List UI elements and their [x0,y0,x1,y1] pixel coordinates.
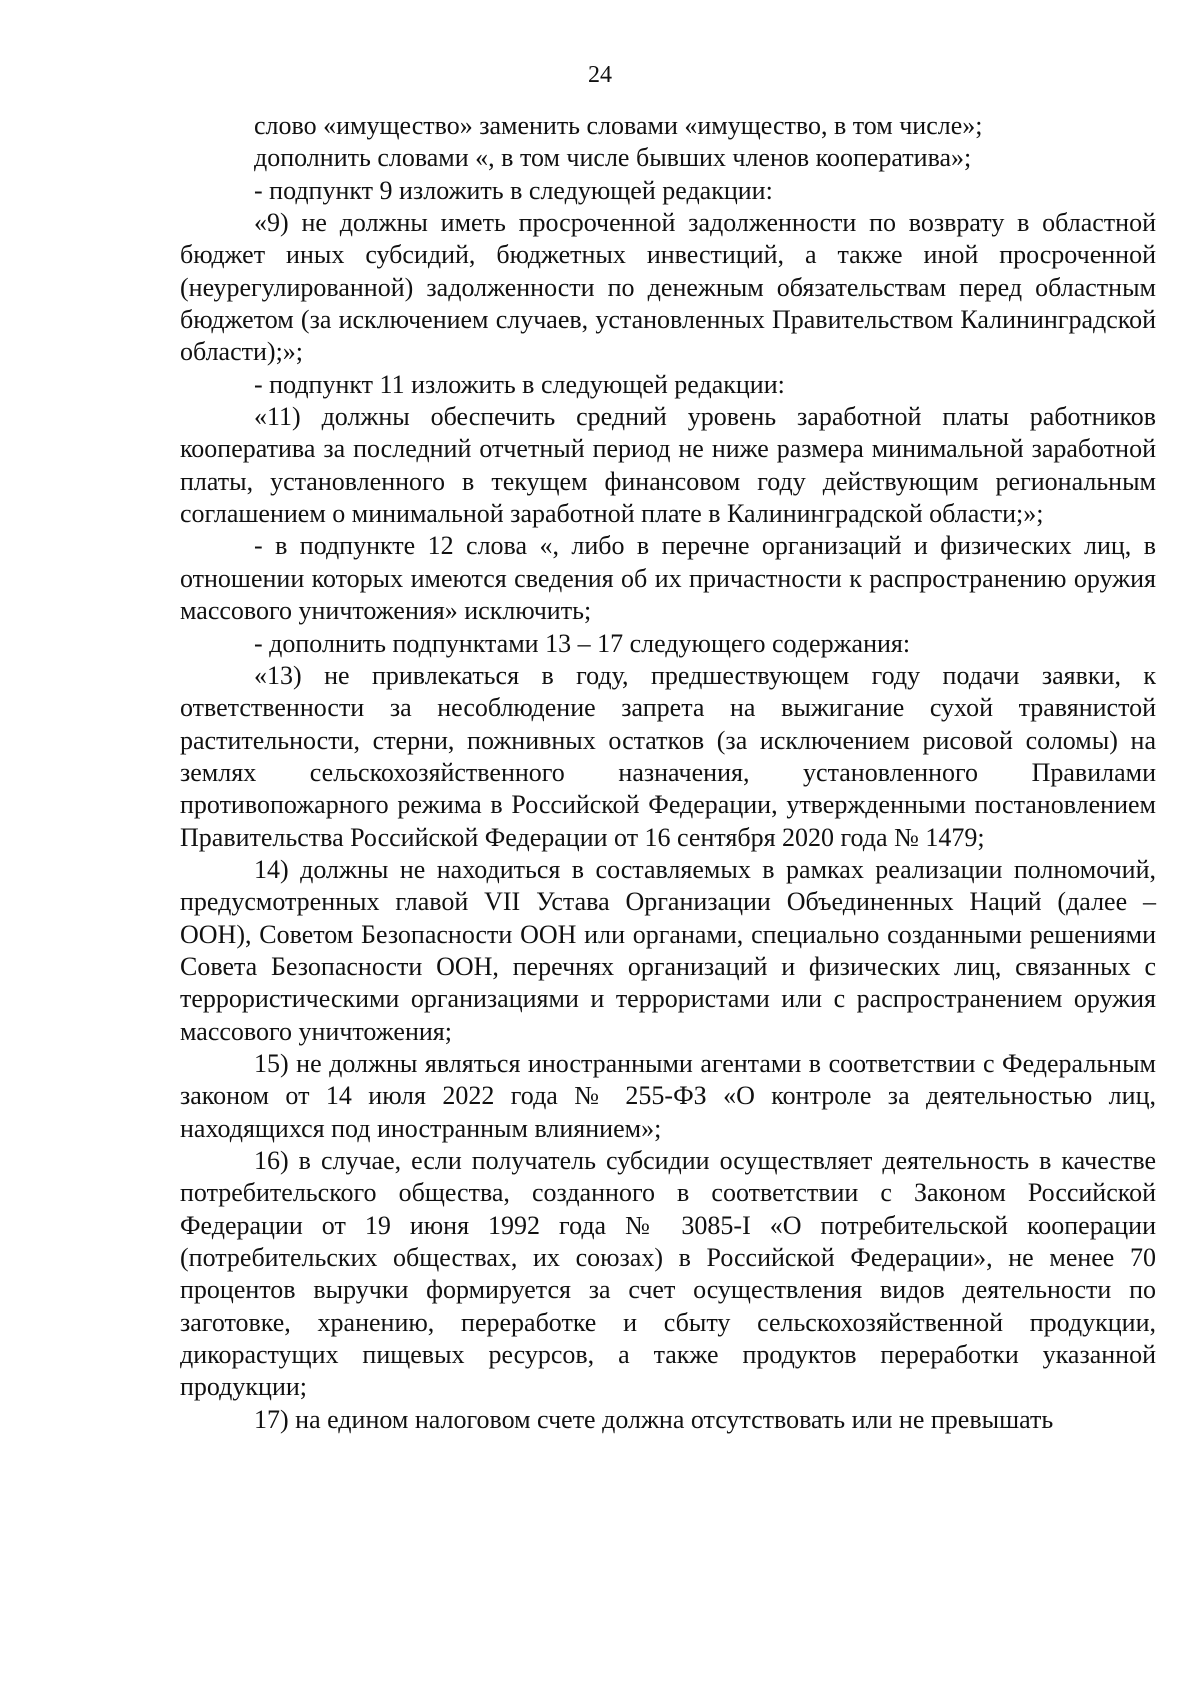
paragraph-subclause-14: 14) должны не находиться в составляемых в рамках реализации полномочий, предусмотренных главой VII Устава Организации Объединенных Наций (далее – ООН), Советом Безопасности ООН или органами, специально созданными решениями Совета Безопасности ООН, перечнях организаций и физических лиц, связанных с террористическими организациями и террористами или с распространением оружия массового уничтожения; [180,854,1156,1046]
paragraph-subclause-12-amend: - в подпункте 12 слова «, либо в перечне организаций и физических лиц, в отношении которых имеются сведения об их причастности к распространению оружия массового уничтожения» исключить; [180,531,1156,626]
page-number: 24 [588,62,612,88]
paragraph-subclause-11-intro: - подпункт 11 изложить в следующей редакции: [254,369,785,399]
paragraph-subclauses-13-17-intro: - дополнить подпунктами 13 – 17 следующего содержания: [254,628,911,658]
paragraph-amend-property-word: слово «имущество» заменить словами «имущество, в том числе»; [254,111,983,140]
paragraph-subclause-13: «13) не привлекаться в году, предшествующем году подачи заявки, к ответственности за несоблюдение запрета на выжигание сухой травянистой растительности, стерни, пожнивных остатков (за исключением рисовой соломы) на землях сельскохозяйственного назначения, установленного Правилами противопожарного режима в Российской Федерации, утвержденными постановлением Правительства Российской Федерации от 16 сентября 2020 года № 1479; [180,660,1156,852]
paragraph-subclause-17: 17) на едином налоговом счете должна отсутствовать или не превышать [254,1404,1054,1434]
paragraph-amend-former-members: дополнить словами «, в том числе бывших членов кооператива»; [254,143,972,173]
paragraph-subclause-11-text: «11) должны обеспечить средний уровень заработной платы работников кооператива за последний отчетный период не ниже размера минимальной заработной платы, установленного в текущем финансовом году действующим региональным соглашением о минимальной заработной плате в Калининградской области;»; [180,402,1156,529]
paragraph-subclause-9-intro: - подпункт 9 изложить в следующей редакции: [254,175,773,205]
paragraph-subclause-15: 15) не должны являться иностранными агентами в соответствии с Федеральным законом от 14 июля 2022 года № 255-ФЗ «О контроле за деятельностью лиц, находящихся под иностранным влиянием»; [180,1048,1156,1143]
paragraph-subclause-9-text: «9) не должны иметь просроченной задолженности по возврату в областной бюджет иных субсидий, бюджетных инвестиций, а также иной просроченной (неурегулированной) задолженности по денежным обязательствам перед областным бюджетом (за исключением случаев, установленных Правительством Калининградской области);»; [180,208,1156,367]
paragraph-subclause-16: 16) в случае, если получатель субсидии осуществляет деятельность в качестве потребительского общества, созданного в соответствии с Законом Российской Федерации от 19 июня 1992 года № 3085-I «О потребительской кооперации (потребительских обществах, их союзах) в Российской Федерации», не менее 70 процентов выручки формируется за счет осуществления видов деятельности по заготовке, хранению, переработке и сбыту сельскохозяйственной продукции, дикорастущих пищевых ресурсов, а также продуктов переработки указанной продукции; [180,1146,1156,1402]
document-body [180,110,1156,1436]
